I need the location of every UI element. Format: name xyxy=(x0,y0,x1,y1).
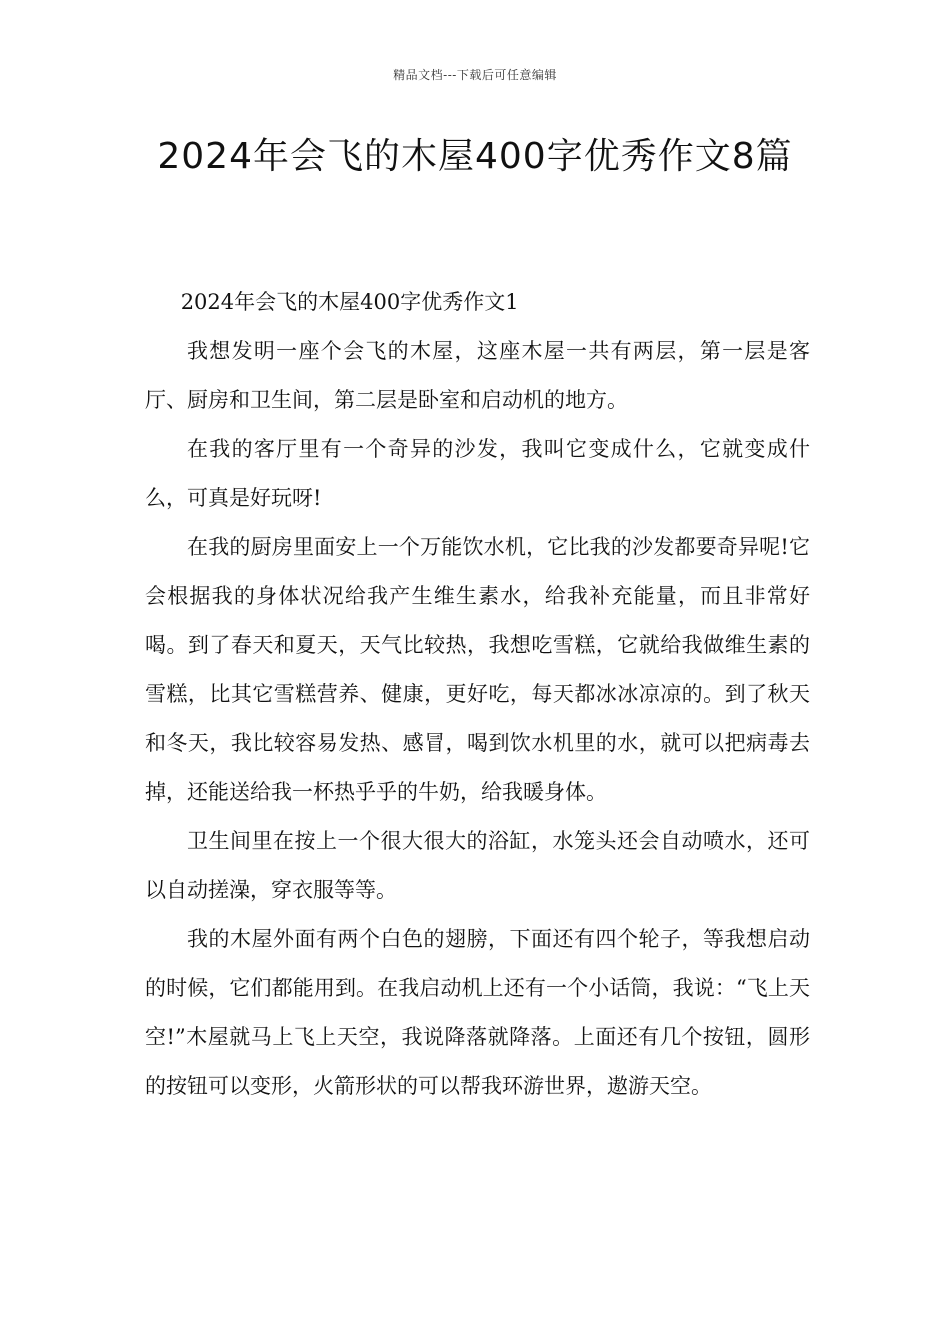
paragraph: 我的木屋外面有两个白色的翅膀，下面还有四个轮子，等我想启动的时候，它们都能用到。在我启动机上还有一个小话筒，我说：“飞上天空!”木屋就马上飞上天空，我说降落就降落。上面还有几个按钮，圆形的按钮可以变形，火箭形状的可以帮我环游世界，遨游天空。 xyxy=(145,927,810,1098)
document-body xyxy=(145,278,810,1111)
section-subtitle: 2024年会飞的木屋400字优秀作文1 xyxy=(180,290,519,314)
paragraph: 卫生间里在按上一个很大很大的浴缸，水笼头还会自动喷水，还可以自动搓澡，穿衣服等等。 xyxy=(145,829,810,902)
paragraph: 我想发明一座个会飞的木屋，这座木屋一共有两层，第一层是客厅、厨房和卫生间，第二层是卧室和启动机的地方。 xyxy=(145,339,810,412)
document-title: 2024年会飞的木屋400字优秀作文8篇 xyxy=(157,136,793,177)
header-note: 精品文档---下载后可任意编辑 xyxy=(393,68,557,82)
paragraph: 在我的厨房里面安上一个万能饮水机，它比我的沙发都要奇异呢!它会根据我的身体状况给我产生维生素水，给我补充能量，而且非常好喝。到了春天和夏天，天气比较热，我想吃雪糕，它就给我做维生素的雪糕，比其它雪糕营养、健康，更好吃，每天都冰冰凉凉的。到了秋天和冬天，我比较容易发热、感冒，喝到饮水机里的水，就可以把病毒去掉，还能送给我一杯热乎乎的牛奶，给我暖身体。 xyxy=(145,535,810,804)
paragraph: 在我的客厅里有一个奇异的沙发，我叫它变成什么，它就变成什么，可真是好玩呀! xyxy=(145,437,810,510)
